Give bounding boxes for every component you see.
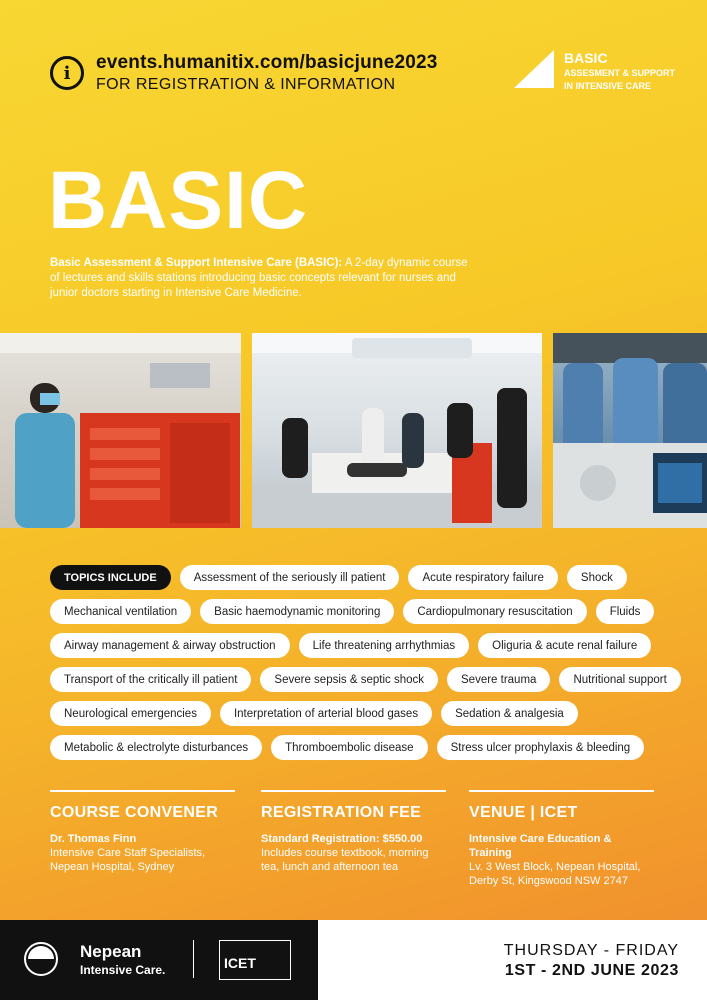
convener-line2: Nepean Hospital, Sydney [50, 861, 175, 873]
topic-pill: Life threatening arrhythmias [299, 633, 470, 658]
topic-pill: Acute respiratory failure [408, 565, 557, 590]
registration-info [50, 52, 438, 94]
footer-divider [193, 940, 194, 978]
icet-logo-text: ICET [224, 955, 256, 971]
venue-line2: Derby St, Kingswood NSW 2747 [469, 875, 628, 887]
topic-pill: Shock [567, 565, 627, 590]
venue-heading: VENUE | ICET [469, 804, 578, 821]
page-title: BASIC [48, 155, 309, 246]
footer-logos [0, 920, 318, 1000]
topic-pill: Metabolic & electrolyte disturbances [50, 735, 262, 760]
course-description-text: A 2-day dynamic course of lectures and skills stations introducing basic concepts relevant for nurses and junior doctors starting in Intensive Care Medicine. [50, 257, 468, 299]
venue-name: Intensive Care Education & Training [469, 833, 612, 859]
basic-logo [514, 50, 675, 92]
course-convener-section [50, 790, 235, 874]
topic-pill: Fluids [596, 599, 655, 624]
topics-label: TOPICS INCLUDE [50, 565, 171, 590]
topic-pill: Sedation & analgesia [441, 701, 578, 726]
topic-pill: Cardiopulmonary resuscitation [403, 599, 586, 624]
venue-line1: Lv. 3 West Block, Nepean Hospital, [469, 861, 641, 873]
nepean-subtitle: Intensive Care. [80, 963, 166, 977]
nepean-logo-icon [24, 942, 58, 976]
section-divider [261, 790, 446, 792]
photo-skills-station [252, 333, 542, 528]
course-description [50, 256, 480, 301]
fee-amount: Standard Registration: $550.00 [261, 833, 423, 845]
nepean-name: Nepean [80, 942, 142, 961]
venue-section [469, 790, 654, 888]
topic-pill: Interpretation of arterial blood gases [220, 701, 432, 726]
photo-icu-team [553, 333, 707, 528]
convener-heading: COURSE CONVENER [50, 804, 219, 821]
topic-pill: Nutritional support [559, 667, 680, 692]
topic-pill: Airway management & airway obstruction [50, 633, 290, 658]
topic-pill: Assessment of the seriously ill patient [180, 565, 400, 590]
logo-title: BASIC [564, 50, 608, 66]
registration-fee-section [261, 790, 446, 874]
convener-name: Dr. Thomas Finn [50, 833, 137, 845]
topic-pill: Stress ulcer prophylaxis & bleeding [437, 735, 645, 760]
event-dates [318, 920, 707, 1000]
topic-pill: Transport of the critically ill patient [50, 667, 251, 692]
registration-caption: FOR REGISTRATION & INFORMATION [96, 76, 396, 93]
logo-subtitle-1: ASSESMENT & SUPPORT [564, 68, 676, 78]
topic-pill: Oliguria & acute renal failure [478, 633, 651, 658]
section-divider [50, 790, 235, 792]
photo-nurse-with-cart [0, 333, 241, 528]
topics-list [50, 565, 670, 769]
fee-line2: tea, lunch and afternoon tea [261, 861, 398, 873]
topic-pill: Severe sepsis & septic shock [260, 667, 438, 692]
topic-pill: Severe trauma [447, 667, 550, 692]
fee-heading: REGISTRATION FEE [261, 804, 422, 821]
fee-line1: Includes course textbook, morning [261, 847, 429, 859]
topic-pill: Mechanical ventilation [50, 599, 191, 624]
section-divider [469, 790, 654, 792]
topic-pill: Thromboembolic disease [271, 735, 427, 760]
topic-pill: Neurological emergencies [50, 701, 211, 726]
icet-logo [219, 940, 291, 980]
topic-pill: Basic haemodynamic monitoring [200, 599, 394, 624]
convener-line1: Intensive Care Staff Specialists, [50, 847, 206, 859]
info-icon: i [50, 56, 84, 90]
event-date-range: 1ST - 2ND JUNE 2023 [504, 962, 679, 979]
logo-subtitle-2: IN INTENSIVE CARE [564, 81, 652, 91]
triangle-logo-icon [514, 50, 554, 88]
event-days: THURSDAY - FRIDAY [503, 942, 679, 959]
course-description-lead: Basic Assessment & Support Intensive Care (BASIC): [50, 257, 343, 269]
registration-link[interactable]: events.humanitix.com/basicjune2023 [96, 52, 438, 73]
